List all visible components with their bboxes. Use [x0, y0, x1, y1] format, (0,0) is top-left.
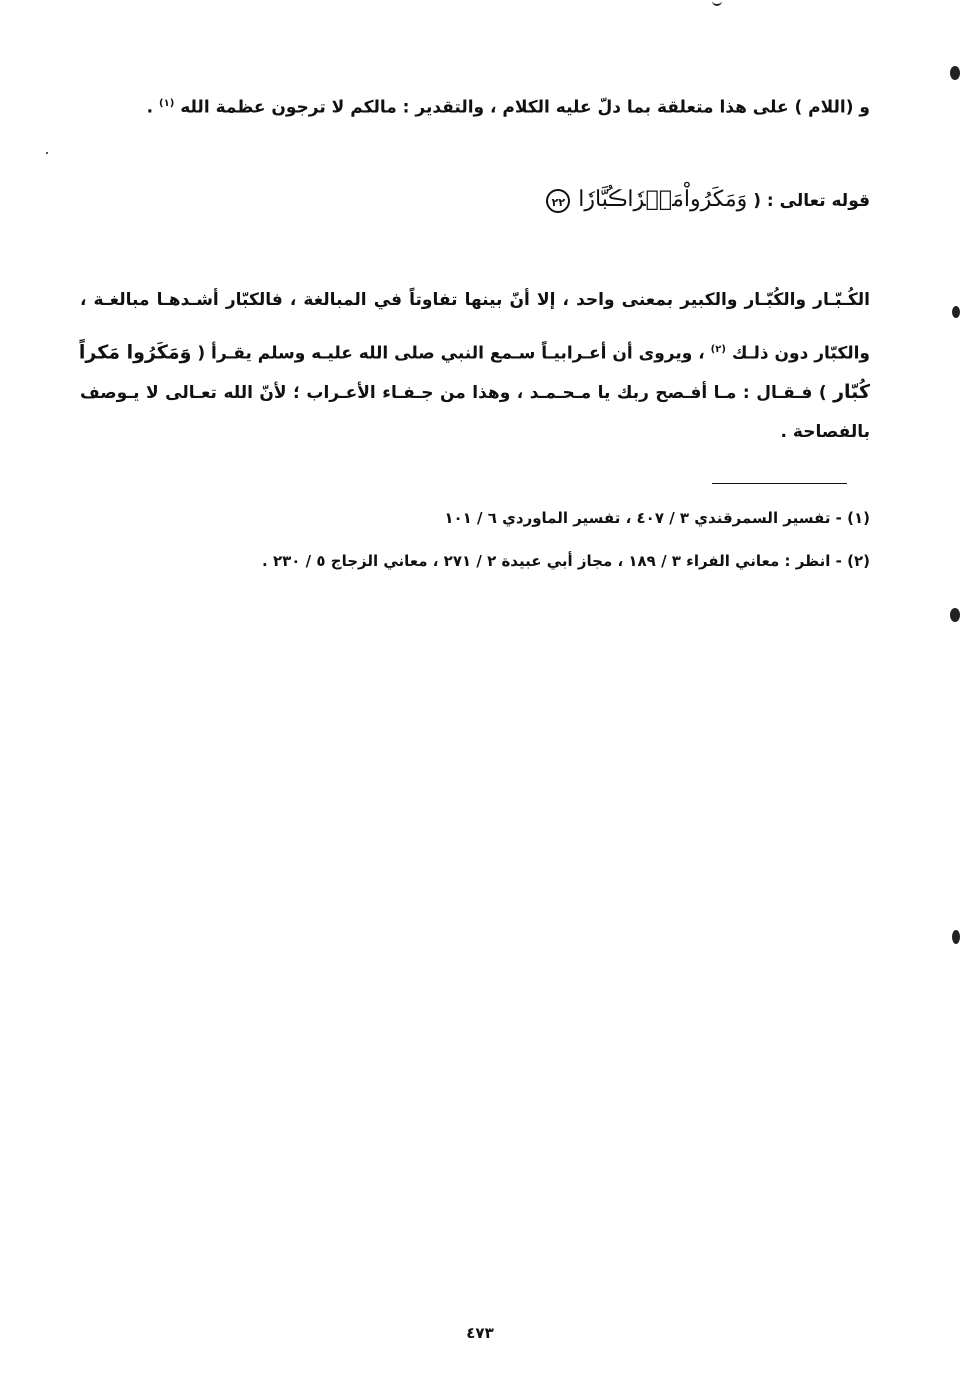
quoted-verse: كُبّار: [833, 381, 870, 403]
footnote-2: [262, 547, 870, 575]
quran-verse: وَمَكَرُواْمَكۡرٗاڪُبَّارٗا: [578, 187, 748, 212]
scan-mark: [712, 0, 722, 6]
paragraph-text: الكُـبّـار والكُبّـار والكبير بمعنى واحد ، إلا أنّ بينها تفاوتاً في المبالغة ، فالكبّار أشـدهـا مبالغـة ،: [80, 290, 870, 310]
quoted-verse: وَمَكَرُوا مَكراً: [78, 341, 192, 364]
paragraph-line-1: [80, 286, 870, 314]
footnote-text: (٢) - انظر : معاني الفراء ٣ / ١٨٩ ، مجاز أبي عبيدة ٢ / ٢٧١ ، معاني الزجاج ٥ / ٢٣٠ .: [262, 552, 870, 570]
paragraph-text: ) فـقـال : مـا أفـصح ربك يا مـحـمـد ، وهذا من جـفـاء الأعـراب ؛ لأنّ الله تعـالى لا يـوصف: [80, 383, 827, 403]
paragraph-line-2: [80, 336, 870, 368]
footnote-1: [444, 504, 870, 532]
binder-hole-mark: [950, 66, 960, 80]
footnote-text: (١) - تفسير السمرقندي ٣ / ٤٠٧ ، تفسير الماوردي ٦ / ١٠١: [444, 509, 870, 527]
paragraph-text: ، ويروى أن أعـرابيـاً سـمع النبي صلى الله عليـه وسلم يقـرأ (: [197, 343, 705, 364]
paragraph-line-4: [781, 418, 870, 446]
paragraph-end: .: [146, 97, 154, 118]
ayah-number: ٢٢: [546, 189, 570, 213]
paragraph-text: و (اللام ) على هذا متعلقة بما دلّ عليه الكلام ، والتقدير : مالكم لا ترجون عظمة الله: [180, 97, 870, 118]
paragraph-lam-explanation: [147, 90, 870, 122]
heading-label: قوله تعالى : (: [753, 191, 870, 211]
binder-hole-mark: [952, 930, 960, 944]
scan-speck: [46, 152, 48, 154]
footnote-ref-2: (٢): [710, 344, 726, 355]
paragraph-line-3: [80, 378, 870, 407]
footnote-separator: [712, 483, 847, 484]
paragraph-text: بالفصاحة .: [780, 422, 870, 442]
binder-hole-mark: [952, 306, 960, 318]
verse-heading: [546, 186, 870, 215]
paragraph-text: والكبّار دون ذلـك: [731, 343, 870, 364]
page-number: ٤٧٣: [466, 1324, 494, 1342]
binder-hole-mark: [950, 608, 960, 622]
footnote-ref-1: (١): [159, 98, 175, 109]
